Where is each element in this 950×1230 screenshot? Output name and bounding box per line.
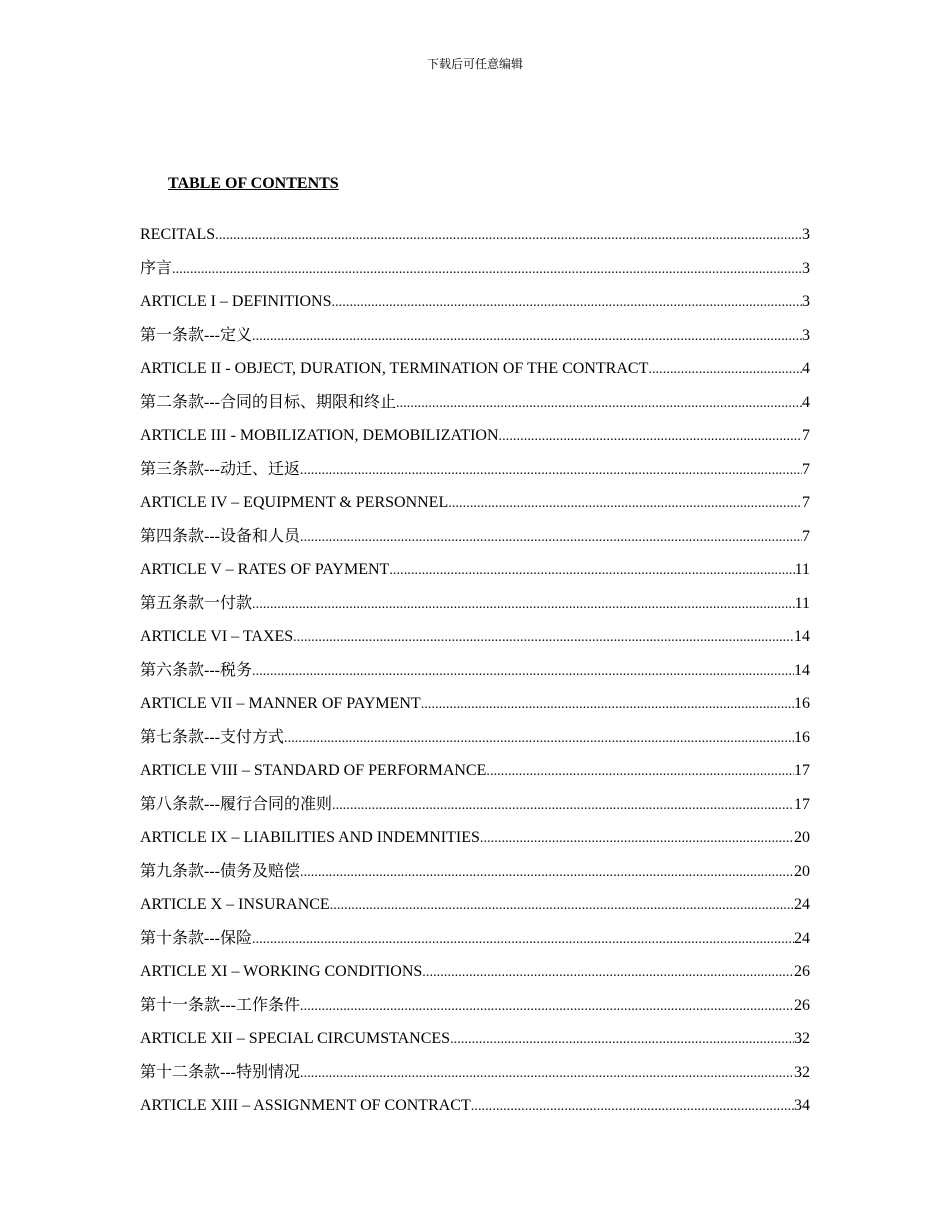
toc-entry[interactable] (140, 960, 810, 994)
toc-entry-page-number: 34 (794, 1097, 810, 1114)
dot-leader (300, 458, 802, 483)
toc-entry-label: 第三条款---动迁、迁返 (140, 460, 300, 478)
toc-entry[interactable] (140, 1094, 810, 1128)
dot-leader (648, 357, 802, 382)
dot-leader (215, 223, 802, 248)
toc-entry[interactable] (140, 324, 810, 358)
toc-title: TABLE OF CONTENTS (168, 175, 339, 192)
toc-entry-page-number: 11 (794, 594, 810, 612)
toc-entry[interactable] (140, 826, 810, 860)
toc-entry[interactable] (140, 927, 810, 961)
toc-entry-label: 第十条款---保险 (140, 929, 252, 947)
toc-entry-label: ARTICLE III - MOBILIZATION, DEMOBILIZATION (140, 427, 499, 444)
toc-entry-page-number: 26 (794, 963, 810, 980)
toc-entry-label: ARTICLE VIII – STANDARD OF PERFORMANCE (140, 762, 487, 779)
toc-entry-label: ARTICLE IX – LIABILITIES AND INDEMNITIES (140, 829, 480, 846)
toc-entry-label: ARTICLE IV – EQUIPMENT & PERSONNEL (140, 494, 449, 511)
toc-entry-page-number: 7 (802, 527, 810, 545)
toc-entry-page-number: 26 (794, 996, 810, 1014)
toc-entry[interactable] (140, 793, 810, 827)
dot-leader (300, 1061, 794, 1086)
dot-leader (332, 793, 794, 818)
toc-entry-page-number: 3 (802, 226, 810, 243)
toc-entry-label: 第一条款---定义 (140, 326, 252, 344)
toc-entry[interactable] (140, 726, 810, 760)
toc-entry[interactable] (140, 558, 810, 592)
toc-entry[interactable] (140, 458, 810, 492)
toc-entry[interactable] (140, 860, 810, 894)
toc-entry-page-number: 4 (802, 360, 810, 377)
toc-entry-page-number: 3 (802, 326, 810, 344)
toc-entry-page-number: 16 (794, 728, 810, 746)
toc-entry[interactable] (140, 357, 810, 391)
toc-entry-page-number: 17 (794, 762, 810, 779)
toc-entry-label: ARTICLE II - OBJECT, DURATION, TERMINATION OF THE CONTRACT (140, 360, 649, 377)
dot-leader (300, 860, 794, 885)
toc-entry-page-number: 14 (794, 661, 810, 679)
dot-leader (421, 692, 794, 717)
toc-entry-label: ARTICLE VI – TAXES (140, 628, 294, 645)
dot-leader (172, 257, 802, 282)
page-header: 下载后可任意编辑 (426, 57, 523, 71)
toc-entry-page-number: 20 (794, 829, 810, 846)
dot-leader (284, 726, 794, 751)
toc-entry-label: 第十一条款---工作条件 (140, 996, 300, 1014)
toc-entry-label: 第七条款---支付方式 (140, 728, 284, 746)
toc-entry[interactable] (140, 491, 810, 525)
dot-leader (422, 960, 794, 985)
toc-entry[interactable] (140, 257, 810, 291)
dot-leader (450, 1027, 794, 1052)
toc-entry-page-number: 7 (802, 427, 810, 444)
toc-entry[interactable] (140, 223, 810, 257)
toc-entry[interactable] (140, 525, 810, 559)
toc-entry-page-number: 3 (802, 293, 810, 310)
toc-entry-page-number: 14 (794, 628, 810, 645)
dot-leader (330, 893, 794, 918)
toc-entry[interactable] (140, 1027, 810, 1061)
toc-entry[interactable] (140, 424, 810, 458)
dot-leader (293, 625, 794, 650)
toc-entry[interactable] (140, 893, 810, 927)
dot-leader (486, 759, 794, 784)
toc-entry-label: 第六条款---税务 (140, 661, 252, 679)
dot-leader (252, 592, 795, 617)
toc-entry[interactable] (140, 391, 810, 425)
toc-entry-label: ARTICLE XIII – ASSIGNMENT OF CONTRACT (140, 1097, 471, 1114)
toc-entry-label: 第四条款---设备和人员 (140, 527, 300, 545)
toc-entry-label: 第十二条款---特别情况 (140, 1063, 300, 1081)
toc-entry-label: ARTICLE I – DEFINITIONS (140, 293, 332, 310)
toc-entry[interactable] (140, 1061, 810, 1095)
toc-entry[interactable] (140, 592, 810, 626)
toc-entry-page-number: 24 (794, 896, 810, 913)
dot-leader (300, 525, 802, 550)
toc-entry[interactable] (140, 659, 810, 693)
toc-entry-label: ARTICLE X – INSURANCE (140, 896, 330, 913)
toc-entry-page-number: 17 (794, 795, 810, 813)
toc-entry-page-number: 11 (794, 561, 810, 578)
dot-leader (252, 927, 794, 952)
dot-leader (300, 994, 794, 1019)
toc-entry-page-number: 24 (794, 929, 810, 947)
dot-leader (389, 558, 794, 583)
toc-entry-label: 第九条款---债务及赔偿 (140, 862, 300, 880)
toc-entry-page-number: 16 (794, 695, 810, 712)
toc-entry-page-number: 32 (794, 1030, 810, 1047)
dot-leader (331, 290, 802, 315)
toc-entry-label: ARTICLE VII – MANNER OF PAYMENT (140, 695, 421, 712)
toc-entry[interactable] (140, 625, 810, 659)
dot-leader (252, 659, 794, 684)
toc-entry-page-number: 20 (794, 862, 810, 880)
dot-leader (448, 491, 802, 516)
toc-entry[interactable] (140, 759, 810, 793)
table-of-contents (140, 223, 810, 1128)
dot-leader (480, 826, 794, 851)
dot-leader (471, 1094, 794, 1119)
toc-entry-page-number: 4 (802, 393, 810, 411)
toc-entry-page-number: 7 (802, 460, 810, 478)
toc-entry[interactable] (140, 994, 810, 1028)
toc-entry-page-number: 32 (794, 1063, 810, 1081)
toc-entry[interactable] (140, 692, 810, 726)
toc-entry-label: ARTICLE XI – WORKING CONDITIONS (140, 963, 423, 980)
toc-entry-label: 第八条款---履行合同的准则 (140, 795, 332, 813)
toc-entry[interactable] (140, 290, 810, 324)
dot-leader (396, 391, 802, 416)
toc-entry-page-number: 3 (802, 259, 810, 277)
toc-entry-label: RECITALS (140, 226, 216, 243)
dot-leader (499, 424, 802, 449)
dot-leader (252, 324, 802, 349)
toc-entry-label: 第二条款---合同的目标、期限和终止 (140, 393, 396, 411)
toc-entry-label: ARTICLE V – RATES OF PAYMENT (140, 561, 390, 578)
toc-entry-label: ARTICLE XII – SPECIAL CIRCUMSTANCES (140, 1030, 451, 1047)
toc-entry-label: 序言 (140, 259, 173, 277)
toc-entry-page-number: 7 (802, 494, 810, 511)
toc-entry-label: 第五条款一付款 (140, 594, 253, 612)
